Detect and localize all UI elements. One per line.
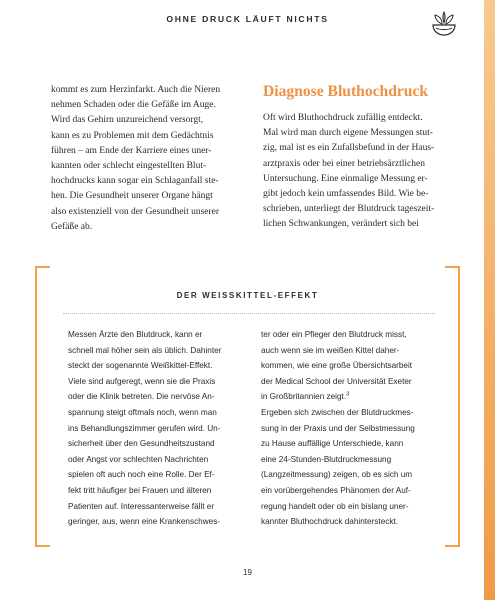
box-line: schnell mal höher sein als üblich. Dahinter bbox=[68, 345, 222, 355]
body-line: arztpraxis oder bei einer betriebsärztlichen bbox=[263, 158, 425, 169]
box-line: sicherheit über den Gesundheitszustand bbox=[68, 439, 215, 449]
body-line: kannten oder schlecht eingestellten Blut- bbox=[51, 161, 207, 172]
body-line: schrieben, unterliegt der Blutdruck tageszeit- bbox=[263, 204, 435, 215]
box-line: oder Angst vor schlechten Nachrichten bbox=[68, 454, 209, 464]
body-line: hochdrucks kann sogar ein Schlaganfall ste- bbox=[51, 176, 219, 187]
box-line: geringer, aus, wenn eine Krankenschwes- bbox=[68, 517, 221, 527]
box-line: der Medical School der Universität Exeter bbox=[261, 376, 412, 386]
body-line: Gefäße ab. bbox=[51, 221, 93, 232]
body-line: Wird das Gehirn unzureichend versorgt, bbox=[51, 115, 204, 126]
body-line: kann es zu Problemen mit dem Gedächtnis bbox=[51, 130, 214, 141]
box-line: oder die Klinik betreten. Die nervöse An- bbox=[68, 392, 215, 402]
box-column-right bbox=[261, 327, 443, 530]
box-title: DER WEISSKITTEL-EFFEKT bbox=[176, 291, 319, 300]
body-column-right bbox=[263, 83, 456, 233]
box-line: steckt der sogenannte Weißkittel-Effekt. bbox=[68, 361, 213, 371]
box-line: sung in der Praxis und der Selbstmessung bbox=[261, 423, 415, 433]
body-line: zig, mal ist es ein Zufallsbefund in der Haus- bbox=[263, 143, 435, 154]
box-line-with-footnote bbox=[261, 389, 443, 405]
body-line: kommt es zum Herzinfarkt. Auch die Nieren bbox=[51, 85, 221, 95]
body-line: Untersuchung. Eine einmalige Messung er- bbox=[263, 173, 428, 184]
box-line: Viele sind aufgeregt, wenn sie die Praxis bbox=[68, 376, 216, 386]
box-line-text: in Großbritannien zeigt. bbox=[261, 392, 347, 402]
box-line: Patienten auf. Interessanterweise fällt er bbox=[68, 501, 215, 511]
box-line: spannung steigt oftmals noch, wenn man bbox=[68, 407, 217, 417]
box-line: ein vorübergehendes Phänomen der Auf- bbox=[261, 485, 411, 495]
box-line: ter oder ein Pfleger den Blutdruck misst, bbox=[261, 330, 407, 339]
box-line: auch wenn sie im weißen Kittel daher- bbox=[261, 345, 400, 355]
box-line: (Langzeitmessung) zeigen, ob es sich um bbox=[261, 470, 413, 480]
box-line: Messen Ärzte den Blutdruck, kann er bbox=[68, 330, 203, 339]
body-line: hen. Die Gesundheit unserer Organe hängt bbox=[51, 191, 213, 202]
running-head: OHNE DRUCK LÄUFT NICHTS bbox=[166, 14, 329, 24]
box-column-left bbox=[68, 327, 256, 530]
box-bracket-right bbox=[445, 266, 460, 547]
body-line: gibt jedoch kein umfassendes Bild. Wie be- bbox=[263, 189, 429, 200]
box-line: kannter Bluthochdruck dahintersteckt. bbox=[261, 517, 398, 527]
body-line: lichen Schwankungen, verändert sich bei bbox=[263, 219, 419, 230]
page-number: 19 bbox=[243, 568, 252, 577]
body-line: führen – am Ende der Karriere eines uner- bbox=[51, 145, 212, 156]
body-line: nehmen Schaden oder die Gefäße im Auge. bbox=[51, 100, 216, 111]
body-line: also existenziell von der Gesundheit unserer bbox=[51, 206, 220, 217]
box-line: zu Hause auffällige Unterschiede, kann bbox=[261, 439, 404, 449]
body-line: Oft wird Bluthochdruck zufällig entdeckt. bbox=[263, 113, 423, 123]
box-line: regung handelt oder ob ein bislang uner- bbox=[261, 501, 409, 511]
box-line: eine 24-Stunden-Blutdruckmessung bbox=[261, 454, 392, 464]
box-line: Ergeben sich zwischen der Blutdruckmes- bbox=[261, 407, 414, 417]
footnote-marker[interactable]: 3 bbox=[346, 391, 350, 398]
box-line: kommen, wie eine große Übersichtsarbeit bbox=[261, 361, 413, 371]
page-edge-stripe bbox=[484, 0, 495, 600]
body-column-left bbox=[51, 83, 236, 235]
body-line: Mal wird man durch eigene Messungen stut- bbox=[263, 128, 433, 139]
box-line: fekt tritt häufiger bei Frauen und älteren bbox=[68, 485, 212, 495]
box-bracket-left bbox=[35, 266, 50, 547]
box-divider bbox=[63, 313, 435, 314]
box-line: spielen oft auch noch eine Rolle. Der Ef- bbox=[68, 470, 215, 480]
section-heading: Diagnose Bluthochdruck bbox=[263, 83, 429, 100]
bowl-with-leaves-icon bbox=[429, 10, 459, 38]
box-line: ins Behandlungszimmer gerufen wird. Un- bbox=[68, 423, 221, 433]
